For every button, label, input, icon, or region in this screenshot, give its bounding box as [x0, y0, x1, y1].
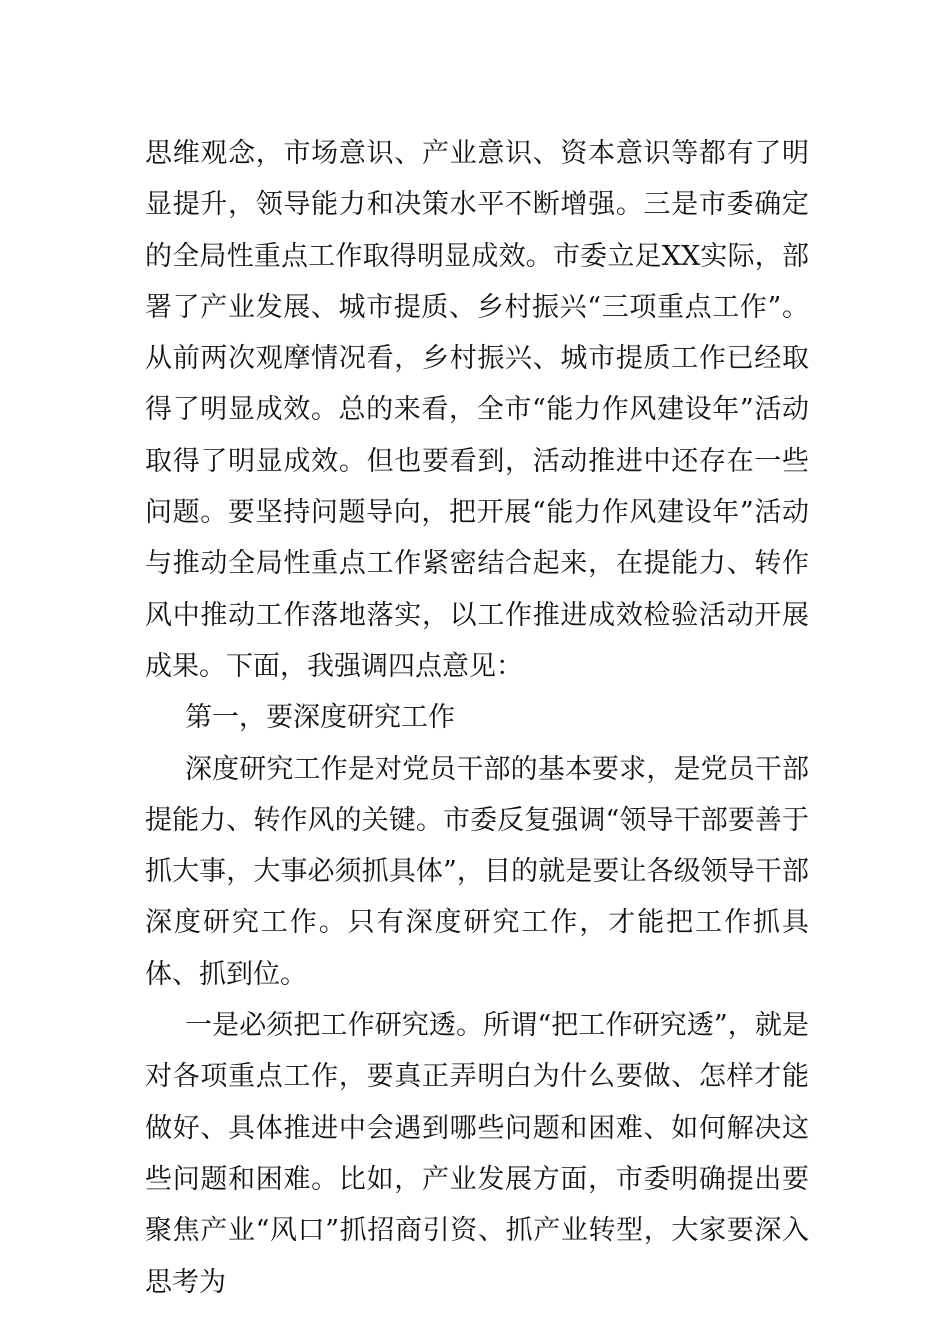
section-heading-first: 第一，要深度研究工作: [185, 702, 455, 734]
paragraph-point-one: 一是必须把工作研究透。所谓“把工作研究透”，就是对各项重点工作，要真正弄明白为什么要做、怎样才能做好、具体推进中会遇到哪些问题和困难、如何解决这些问题和困难。比如，产业发展方面，市委明确提出要聚焦产业“风口”抓招商引资、抓产业转型，大家要深入思考为: [145, 1010, 809, 1298]
document-body: [145, 128, 809, 1308]
paragraph-deep-research-intro: 深度研究工作是对党员干部的基本要求，是党员干部提能力、转作风的关键。市委反复强调“领导干部要善于抓大事，大事必须抓具体”，目的就是要让各级领导干部深度研究工作。只有深度研究工作，才能把工作抓具体、抓到位。: [145, 753, 809, 990]
paragraph-situation-summary: 思维观念，市场意识、产业意识、资本意识等都有了明显提升，领导能力和决策水平不断增强。三是市委确定的全局性重点工作取得明显成效。市委立足XX实际，部署了产业发展、城市提质、乡村振兴“三项重点工作”。从前两次观摩情况看，乡村振兴、城市提质工作已经取得了明显成效。总的来看，全市“能力作风建设年”活动取得了明显成效。但也要看到，活动推进中还存在一些问题。要坚持问题导向，把开展“能力作风建设年”活动与推动全局性重点工作紧密结合起来，在提能力、转作风中推动工作落地落实，以工作推进成效检验活动开展成果。下面，我强调四点意见：: [145, 138, 809, 682]
